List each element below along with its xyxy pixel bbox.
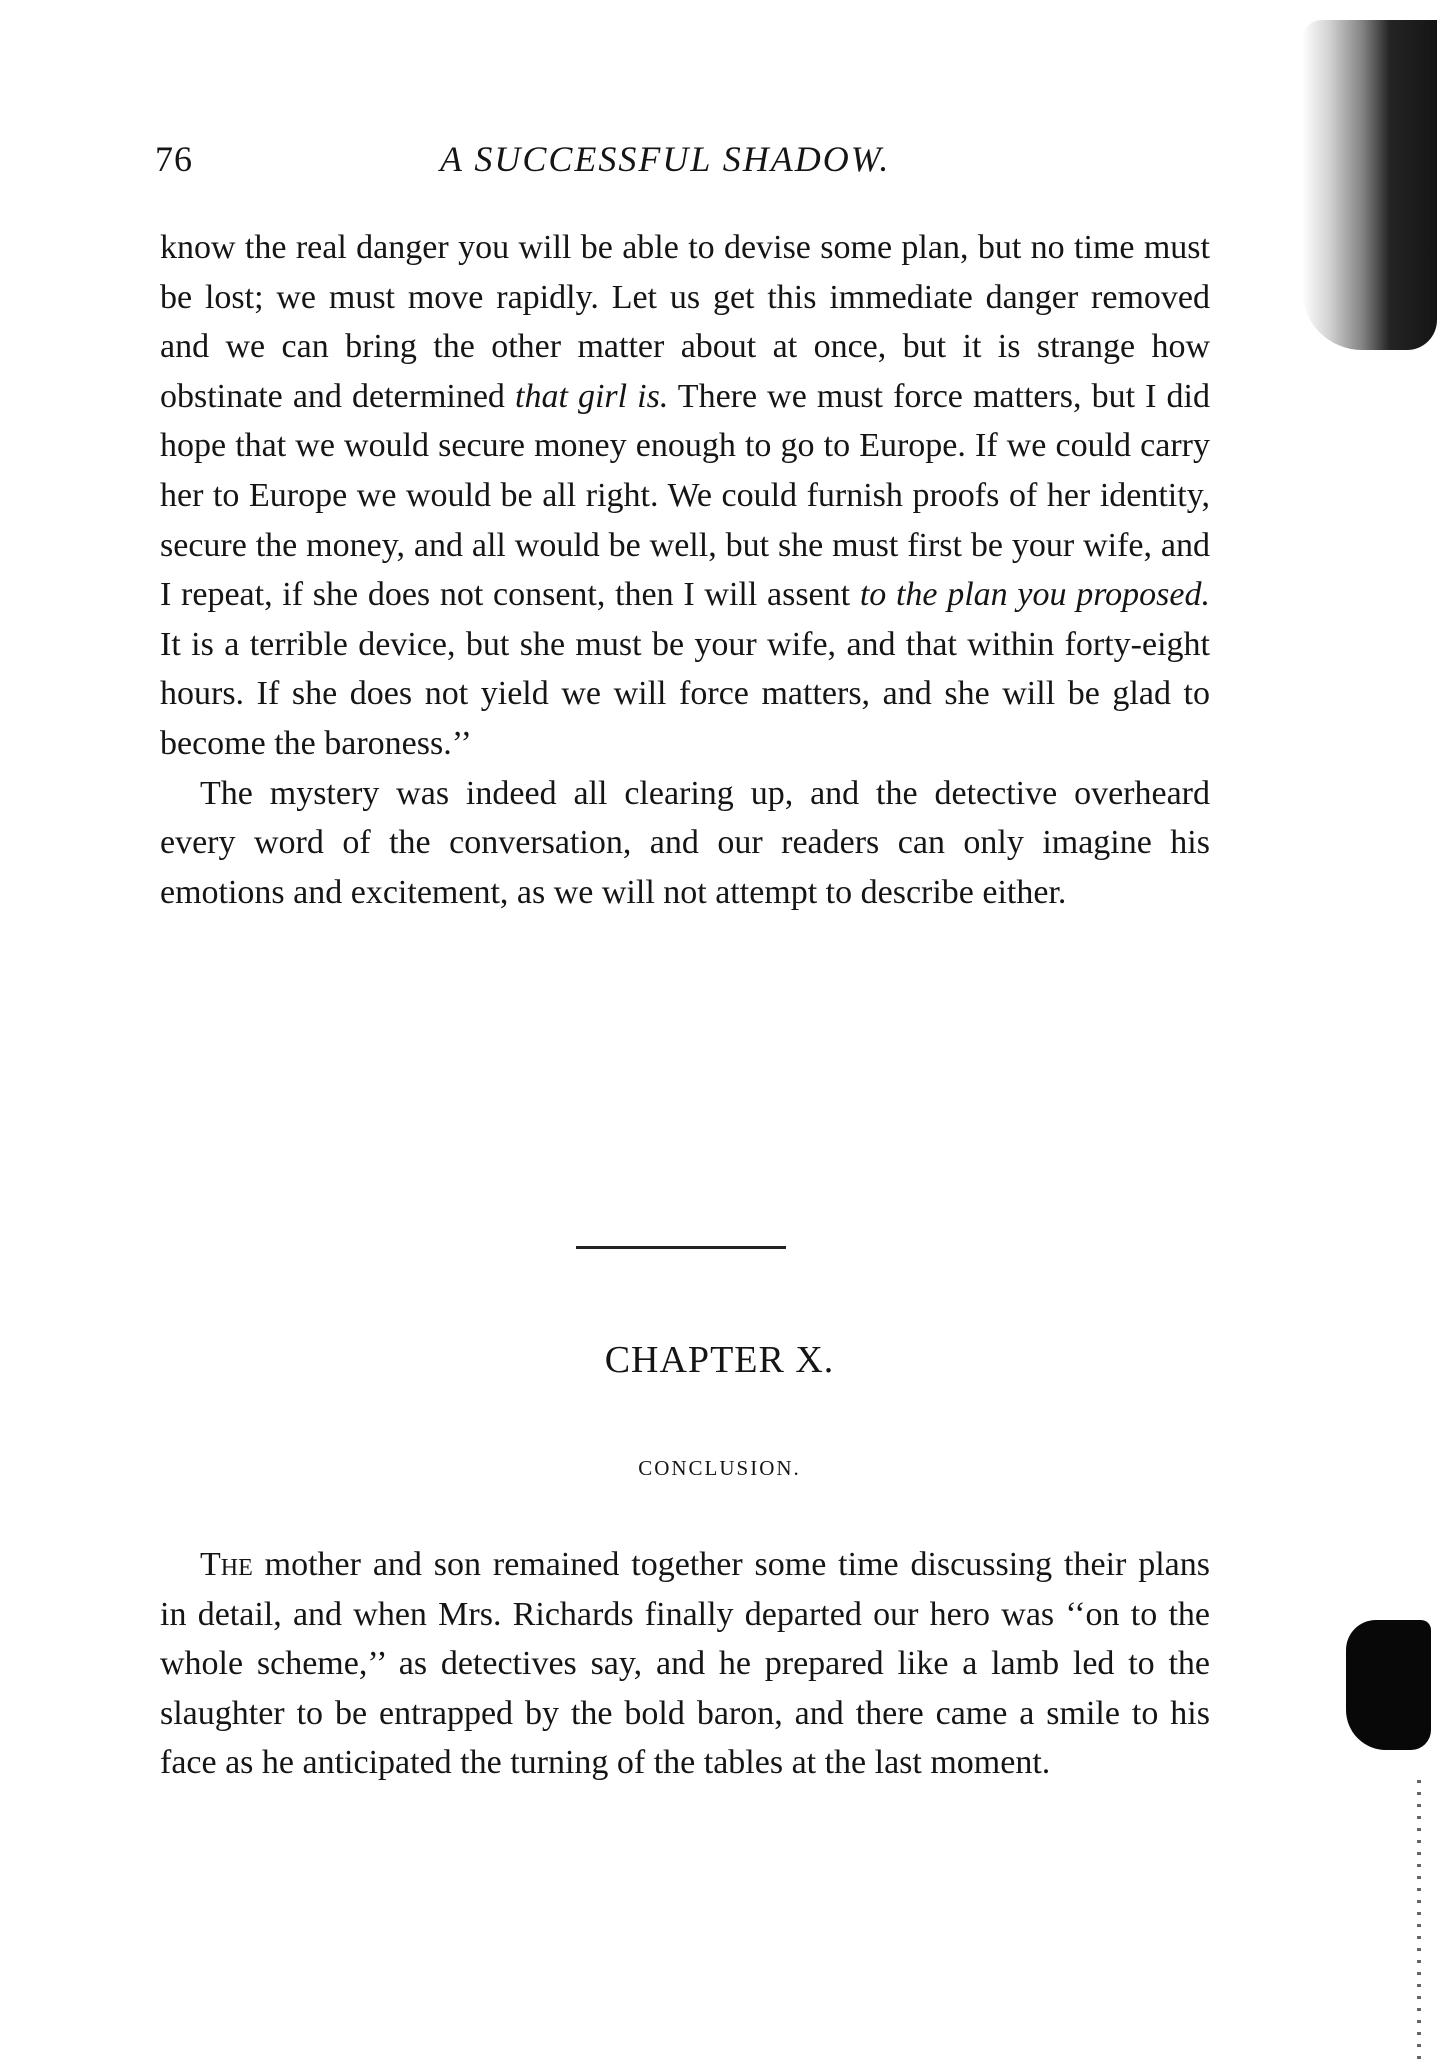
text-block-bottom: [160, 1540, 1210, 1788]
paragraph-conclusion-text: mother and son remained together some time discussing their plans in detail, and when Mrs. Richards finally departed our hero was ‘‘on to the whole scheme,’’ as detectives say, and he prepared like a lamb led to the slaughter to be entrapped by the bold baron, and there came a smile to his face as he anticipated the turning of the tables at the last moment.: [160, 1546, 1210, 1782]
chapter-subtitle: CONCLUSION.: [638, 1456, 801, 1480]
scan-artifact-dots: [1417, 1780, 1421, 2060]
chapter-title: CHAPTER X.: [604, 1339, 835, 1381]
paragraph-text-a: know the real danger you will be able to devise some plan, but no time must be lost; we must move rapidly. Let us get this immediate danger removed and we can bring the other matter about at once, but it is strange how obstinate and determined: [160, 229, 1210, 415]
scan-artifact-middle: [1346, 1620, 1431, 1750]
emphasis-plan-proposed: to the plan you proposed.: [859, 576, 1210, 614]
page-number: 76: [155, 139, 193, 179]
emphasis-that-girl: that girl is.: [515, 377, 669, 415]
scan-artifact-top: [1302, 20, 1437, 350]
running-head: [155, 138, 1210, 188]
lead-word: The: [200, 1546, 253, 1583]
text-block-top: [160, 223, 1210, 917]
paragraph-text-c: It is a terrible device, but she must be your wife, and that within forty-eight hours. If she does not yield we will force matters, and she will be glad to become the baroness.’’: [160, 625, 1210, 762]
paragraph-mystery: The mystery was indeed all clearing up, and the detective overheard every word of the conversation, and our readers can only imagine his emotions and excitement, as we will not attempt to describe either.: [160, 774, 1210, 911]
running-title: A SUCCESSFUL SHADOW.: [440, 139, 891, 179]
paragraph-continued: [160, 223, 1210, 769]
paragraph-text-b: There we must force matters, but I did hope that we would secure money enough to go to Europe. If we could carry her to Europe we would be all right. We could furnish proofs of her identity, secure the money, and all would be well, but she must first be your wife, and I repeat, if she does not consent, then I will assent: [160, 377, 1210, 614]
section-divider: [576, 1246, 786, 1249]
paragraph-conclusion: [160, 1540, 1210, 1788]
